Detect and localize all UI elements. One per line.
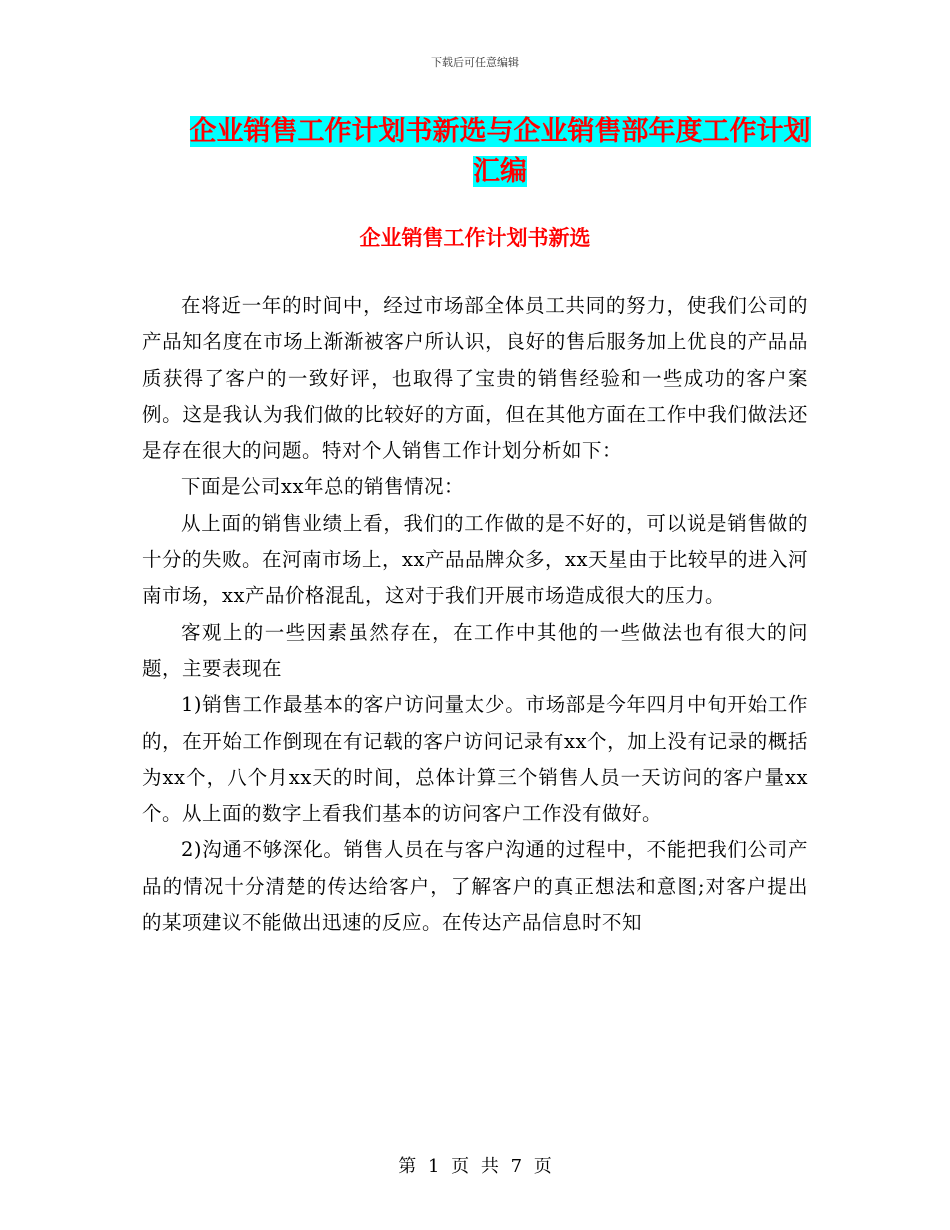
paragraph: 2)沟通不够深化。销售人员在与客户沟通的过程中，不能把我们公司产品的情况十分清楚的传达给客户，了解客户的真正想法和意图;对客户提出的某项建议不能做出迅速的反应。在传达产品信息时不知 <box>142 838 808 935</box>
document-title <box>180 112 820 192</box>
paragraph: 在将近一年的时间中，经过市场部全体员工共同的努力，使我们公司的产品知名度在市场上渐渐被客户所认识，良好的售后服务加上优良的产品品质获得了客户的一致好评，也取得了宝贵的销售经验和一些成功的客户案例。这是我认为我们做的比较好的方面，但在其他方面在工作中我们做法还是存在很大的问题。特对个人销售工作计划分析如下： <box>142 294 808 463</box>
paragraph: 从上面的销售业绩上看，我们的工作做的是不好的，可以说是销售做的十分的失败。在河南市场上，xx产品品牌众多，xx天星由于比较早的进入河南市场，xx产品价格混乱，这对于我们开展市场造成很大的压力。 <box>142 511 808 608</box>
document-title-line1: 企业销售工作计划书新选与企业销售部年度工作计划 <box>189 116 811 147</box>
body-text <box>142 288 808 941</box>
header-note: 下载后可任意编辑 <box>431 56 519 69</box>
section-title: 企业销售工作计划书新选 <box>359 226 591 250</box>
page-footer: 第 1 页 共 7 页 <box>398 1156 552 1177</box>
paragraph: 客观上的一些因素虽然存在，在工作中其他的一些做法也有很大的问题，主要表现在 <box>142 620 808 680</box>
paragraph: 1)销售工作最基本的客户访问量太少。市场部是今年四月中旬开始工作的，在开始工作倒现在有记载的客户访问记录有xx个，加上没有记录的概括为xx个，八个月xx天的时间，总体计算三个销售人员一天访问的客户量xx个。从上面的数字上看我们基本的访问客户工作没有做好。 <box>142 693 808 826</box>
document-title-line2: 汇编 <box>473 156 527 187</box>
paragraph: 下面是公司xx年总的销售情况： <box>181 475 464 499</box>
